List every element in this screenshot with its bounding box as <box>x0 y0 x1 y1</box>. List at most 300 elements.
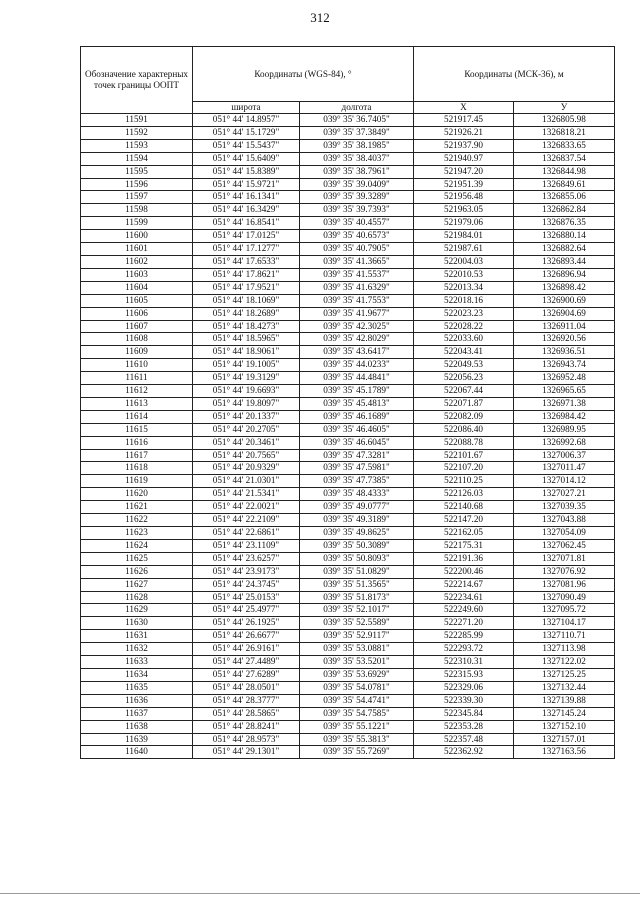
table-row <box>81 449 615 462</box>
cell-point-id: 11608 <box>81 333 193 346</box>
cell-y: 1327113.98 <box>514 643 615 656</box>
cell-longitude: 039° 35' 39.3289" <box>300 191 414 204</box>
cell-longitude: 039° 35' 41.5537" <box>300 268 414 281</box>
table-row <box>81 462 615 475</box>
cell-longitude: 039° 35' 52.9117" <box>300 630 414 643</box>
footer-divider <box>0 893 640 894</box>
table-row <box>81 385 615 398</box>
cell-point-id: 11591 <box>81 114 193 127</box>
cell-point-id: 11638 <box>81 720 193 733</box>
cell-x: 522023.23 <box>414 307 514 320</box>
cell-point-id: 11598 <box>81 204 193 217</box>
cell-latitude: 051° 44' 14.8957" <box>193 114 300 127</box>
cell-latitude: 051° 44' 19.8097" <box>193 397 300 410</box>
cell-point-id: 11602 <box>81 255 193 268</box>
cell-point-id: 11640 <box>81 746 193 759</box>
cell-longitude: 039° 35' 48.4333" <box>300 488 414 501</box>
cell-point-id: 11607 <box>81 320 193 333</box>
table-row <box>81 617 615 630</box>
cell-point-id: 11606 <box>81 307 193 320</box>
header-point-designation <box>81 47 193 114</box>
cell-latitude: 051° 44' 19.1005" <box>193 359 300 372</box>
table-row <box>81 372 615 385</box>
table-row <box>81 694 615 707</box>
table-body <box>81 114 615 759</box>
cell-longitude: 039° 35' 40.7905" <box>300 243 414 256</box>
cell-point-id: 11605 <box>81 294 193 307</box>
cell-x: 522214.67 <box>414 578 514 591</box>
cell-longitude: 039° 35' 40.4557" <box>300 217 414 230</box>
cell-x: 522293.72 <box>414 643 514 656</box>
cell-longitude: 039° 35' 54.7585" <box>300 707 414 720</box>
table-row <box>81 514 615 527</box>
cell-latitude: 051° 44' 17.9521" <box>193 281 300 294</box>
cell-longitude: 039° 35' 49.3189" <box>300 514 414 527</box>
header-latitude: широта <box>193 102 300 114</box>
table-row <box>81 720 615 733</box>
cell-y: 1327062.45 <box>514 539 615 552</box>
cell-longitude: 039° 35' 42.3025" <box>300 320 414 333</box>
cell-point-id: 11616 <box>81 436 193 449</box>
cell-x: 522028.22 <box>414 320 514 333</box>
cell-x: 522071.87 <box>414 397 514 410</box>
cell-y: 1326900.69 <box>514 294 615 307</box>
cell-point-id: 11593 <box>81 139 193 152</box>
table-row <box>81 681 615 694</box>
cell-latitude: 051° 44' 17.6533" <box>193 255 300 268</box>
cell-latitude: 051° 44' 22.2109" <box>193 514 300 527</box>
table-row <box>81 552 615 565</box>
cell-longitude: 039° 35' 52.1017" <box>300 604 414 617</box>
cell-y: 1326876.35 <box>514 217 615 230</box>
cell-point-id: 11603 <box>81 268 193 281</box>
cell-x: 522357.48 <box>414 733 514 746</box>
cell-latitude: 051° 44' 28.3777" <box>193 694 300 707</box>
cell-y: 1327081.96 <box>514 578 615 591</box>
cell-x: 521956.48 <box>414 191 514 204</box>
cell-longitude: 039° 35' 47.7385" <box>300 475 414 488</box>
cell-longitude: 039° 35' 53.0881" <box>300 643 414 656</box>
coordinates-table <box>80 46 615 759</box>
cell-longitude: 039° 35' 37.3849" <box>300 126 414 139</box>
table-row <box>81 255 615 268</box>
cell-longitude: 039° 35' 49.8625" <box>300 527 414 540</box>
cell-latitude: 051° 44' 27.6289" <box>193 668 300 681</box>
cell-longitude: 039° 35' 47.5981" <box>300 462 414 475</box>
cell-point-id: 11639 <box>81 733 193 746</box>
cell-longitude: 039° 35' 41.3665" <box>300 255 414 268</box>
cell-y: 1327014.12 <box>514 475 615 488</box>
cell-point-id: 11635 <box>81 681 193 694</box>
table-row <box>81 126 615 139</box>
cell-y: 1326893.44 <box>514 255 615 268</box>
cell-latitude: 051° 44' 23.6257" <box>193 552 300 565</box>
cell-x: 521917.45 <box>414 114 514 127</box>
cell-point-id: 11637 <box>81 707 193 720</box>
header-wgs84 <box>193 47 414 102</box>
cell-y: 1326849.61 <box>514 178 615 191</box>
cell-point-id: 11599 <box>81 217 193 230</box>
cell-y: 1326943.74 <box>514 359 615 372</box>
cell-longitude: 039° 35' 46.1689" <box>300 410 414 423</box>
cell-y: 1327054.09 <box>514 527 615 540</box>
cell-longitude: 039° 35' 45.4813" <box>300 397 414 410</box>
cell-point-id: 11614 <box>81 410 193 423</box>
cell-longitude: 039° 35' 51.3565" <box>300 578 414 591</box>
cell-longitude: 039° 35' 41.7553" <box>300 294 414 307</box>
cell-point-id: 11624 <box>81 539 193 552</box>
cell-latitude: 051° 44' 19.6693" <box>193 385 300 398</box>
cell-latitude: 051° 44' 16.3429" <box>193 204 300 217</box>
table-row <box>81 630 615 643</box>
cell-longitude: 039° 35' 54.4741" <box>300 694 414 707</box>
table-row <box>81 165 615 178</box>
cell-x: 521984.01 <box>414 230 514 243</box>
table-row <box>81 423 615 436</box>
cell-y: 1327139.88 <box>514 694 615 707</box>
cell-x: 522285.99 <box>414 630 514 643</box>
table-row <box>81 527 615 540</box>
cell-point-id: 11625 <box>81 552 193 565</box>
cell-x: 522339.30 <box>414 694 514 707</box>
cell-longitude: 039° 35' 43.6417" <box>300 346 414 359</box>
cell-longitude: 039° 35' 49.0777" <box>300 501 414 514</box>
cell-latitude: 051° 44' 15.6409" <box>193 152 300 165</box>
cell-y: 1327157.01 <box>514 733 615 746</box>
cell-x: 521940.97 <box>414 152 514 165</box>
table-row <box>81 565 615 578</box>
cell-point-id: 11631 <box>81 630 193 643</box>
cell-x: 522345.84 <box>414 707 514 720</box>
header-msk36 <box>414 47 615 102</box>
cell-x: 522018.16 <box>414 294 514 307</box>
cell-latitude: 051° 44' 20.1337" <box>193 410 300 423</box>
page-number: 312 <box>310 10 330 25</box>
cell-latitude: 051° 44' 26.9161" <box>193 643 300 656</box>
cell-y: 1326936.51 <box>514 346 615 359</box>
table-row <box>81 243 615 256</box>
cell-point-id: 11611 <box>81 372 193 385</box>
cell-x: 522086.40 <box>414 423 514 436</box>
cell-latitude: 051° 44' 23.1109" <box>193 539 300 552</box>
cell-y: 1326880.14 <box>514 230 615 243</box>
cell-y: 1326965.65 <box>514 385 615 398</box>
cell-point-id: 11622 <box>81 514 193 527</box>
cell-point-id: 11632 <box>81 643 193 656</box>
cell-y: 1326920.56 <box>514 333 615 346</box>
table-row <box>81 604 615 617</box>
table-row <box>81 591 615 604</box>
cell-x: 521963.05 <box>414 204 514 217</box>
cell-y: 1326862.84 <box>514 204 615 217</box>
cell-y: 1326805.98 <box>514 114 615 127</box>
cell-x: 522200.46 <box>414 565 514 578</box>
cell-x: 521987.61 <box>414 243 514 256</box>
cell-latitude: 051° 44' 26.1925" <box>193 617 300 630</box>
cell-x: 522162.05 <box>414 527 514 540</box>
cell-x: 522004.03 <box>414 255 514 268</box>
cell-x: 522043.41 <box>414 346 514 359</box>
cell-point-id: 11615 <box>81 423 193 436</box>
table-row <box>81 397 615 410</box>
cell-latitude: 051° 44' 16.8541" <box>193 217 300 230</box>
cell-longitude: 039° 35' 51.0829" <box>300 565 414 578</box>
cell-point-id: 11623 <box>81 527 193 540</box>
cell-x: 522033.60 <box>414 333 514 346</box>
cell-longitude: 039° 35' 39.7393" <box>300 204 414 217</box>
cell-y: 1326952.48 <box>514 372 615 385</box>
cell-longitude: 039° 35' 50.3089" <box>300 539 414 552</box>
header-wgs84-label: Координаты (WGS-84), ° <box>254 68 352 79</box>
cell-latitude: 051° 44' 29.1301" <box>193 746 300 759</box>
cell-longitude: 039° 35' 38.7961" <box>300 165 414 178</box>
cell-latitude: 051° 44' 26.6677" <box>193 630 300 643</box>
cell-latitude: 051° 44' 17.0125" <box>193 230 300 243</box>
cell-y: 1327071.81 <box>514 552 615 565</box>
cell-point-id: 11636 <box>81 694 193 707</box>
cell-point-id: 11612 <box>81 385 193 398</box>
cell-point-id: 11629 <box>81 604 193 617</box>
table-row <box>81 268 615 281</box>
cell-latitude: 051° 44' 15.8389" <box>193 165 300 178</box>
cell-latitude: 051° 44' 21.0301" <box>193 475 300 488</box>
header-longitude: долгота <box>300 102 414 114</box>
cell-latitude: 051° 44' 20.3461" <box>193 436 300 449</box>
table-row <box>81 320 615 333</box>
cell-point-id: 11595 <box>81 165 193 178</box>
cell-y: 1327132.44 <box>514 681 615 694</box>
cell-longitude: 039° 35' 53.5201" <box>300 656 414 669</box>
cell-y: 1326989.95 <box>514 423 615 436</box>
cell-y: 1326984.42 <box>514 410 615 423</box>
cell-y: 1326971.38 <box>514 397 615 410</box>
cell-y: 1327145.24 <box>514 707 615 720</box>
cell-x: 522234.61 <box>414 591 514 604</box>
table-row <box>81 307 615 320</box>
cell-y: 1327039.35 <box>514 501 615 514</box>
table-row <box>81 668 615 681</box>
cell-x: 522107.20 <box>414 462 514 475</box>
cell-point-id: 11597 <box>81 191 193 204</box>
cell-latitude: 051° 44' 25.4977" <box>193 604 300 617</box>
cell-point-id: 11610 <box>81 359 193 372</box>
cell-latitude: 051° 44' 21.5341" <box>193 488 300 501</box>
cell-latitude: 051° 44' 19.3129" <box>193 372 300 385</box>
cell-y: 1327095.72 <box>514 604 615 617</box>
cell-latitude: 051° 44' 16.1341" <box>193 191 300 204</box>
cell-latitude: 051° 44' 28.8241" <box>193 720 300 733</box>
cell-x: 522329.06 <box>414 681 514 694</box>
cell-x: 521947.20 <box>414 165 514 178</box>
cell-longitude: 039° 35' 45.1789" <box>300 385 414 398</box>
cell-x: 522140.68 <box>414 501 514 514</box>
header-point-designation-label: Обозначение характерных точек границы ООПТ <box>85 69 188 90</box>
cell-x: 522271.20 <box>414 617 514 630</box>
cell-point-id: 11594 <box>81 152 193 165</box>
table-row <box>81 643 615 656</box>
cell-x: 522249.60 <box>414 604 514 617</box>
cell-latitude: 051° 44' 18.1069" <box>193 294 300 307</box>
table-row <box>81 488 615 501</box>
cell-x: 522353.28 <box>414 720 514 733</box>
cell-y: 1326904.69 <box>514 307 615 320</box>
cell-x: 522110.25 <box>414 475 514 488</box>
table-row <box>81 539 615 552</box>
cell-longitude: 039° 35' 52.5589" <box>300 617 414 630</box>
cell-longitude: 039° 35' 55.1221" <box>300 720 414 733</box>
cell-x: 522067.44 <box>414 385 514 398</box>
cell-y: 1326898.42 <box>514 281 615 294</box>
cell-y: 1327122.02 <box>514 656 615 669</box>
table-row <box>81 436 615 449</box>
cell-x: 522088.78 <box>414 436 514 449</box>
cell-longitude: 039° 35' 38.1985" <box>300 139 414 152</box>
cell-latitude: 051° 44' 20.2705" <box>193 423 300 436</box>
cell-longitude: 039° 35' 44.4841" <box>300 372 414 385</box>
cell-y: 1327090.49 <box>514 591 615 604</box>
cell-latitude: 051° 44' 20.9329" <box>193 462 300 475</box>
cell-longitude: 039° 35' 41.6329" <box>300 281 414 294</box>
cell-point-id: 11630 <box>81 617 193 630</box>
cell-point-id: 11620 <box>81 488 193 501</box>
cell-point-id: 11592 <box>81 126 193 139</box>
table-row <box>81 333 615 346</box>
cell-latitude: 051° 44' 28.5865" <box>193 707 300 720</box>
cell-point-id: 11613 <box>81 397 193 410</box>
cell-latitude: 051° 44' 28.9573" <box>193 733 300 746</box>
cell-x: 522010.53 <box>414 268 514 281</box>
cell-y: 1326844.98 <box>514 165 615 178</box>
cell-y: 1326992.68 <box>514 436 615 449</box>
cell-point-id: 11634 <box>81 668 193 681</box>
cell-point-id: 11596 <box>81 178 193 191</box>
cell-y: 1327011.47 <box>514 462 615 475</box>
cell-latitude: 051° 44' 22.0021" <box>193 501 300 514</box>
table-row <box>81 346 615 359</box>
table-row <box>81 359 615 372</box>
cell-x: 522147.20 <box>414 514 514 527</box>
cell-y: 1327043.88 <box>514 514 615 527</box>
table-row <box>81 294 615 307</box>
cell-latitude: 051° 44' 18.2689" <box>193 307 300 320</box>
cell-longitude: 039° 35' 54.0781" <box>300 681 414 694</box>
cell-y: 1326911.04 <box>514 320 615 333</box>
table-row <box>81 204 615 217</box>
table-row <box>81 281 615 294</box>
cell-x: 522362.92 <box>414 746 514 759</box>
cell-longitude: 039° 35' 55.3813" <box>300 733 414 746</box>
cell-longitude: 039° 35' 50.8093" <box>300 552 414 565</box>
table-row <box>81 217 615 230</box>
table-row <box>81 114 615 127</box>
cell-x: 522101.67 <box>414 449 514 462</box>
cell-y: 1327125.25 <box>514 668 615 681</box>
cell-x: 522049.53 <box>414 359 514 372</box>
cell-point-id: 11604 <box>81 281 193 294</box>
cell-latitude: 051° 44' 25.0153" <box>193 591 300 604</box>
cell-x: 522082.09 <box>414 410 514 423</box>
table-row <box>81 578 615 591</box>
cell-point-id: 11609 <box>81 346 193 359</box>
table-row <box>81 152 615 165</box>
cell-y: 1327163.56 <box>514 746 615 759</box>
cell-latitude: 051° 44' 22.6861" <box>193 527 300 540</box>
cell-latitude: 051° 44' 15.1729" <box>193 126 300 139</box>
cell-x: 522315.93 <box>414 668 514 681</box>
cell-latitude: 051° 44' 24.3745" <box>193 578 300 591</box>
table-row <box>81 475 615 488</box>
cell-latitude: 051° 44' 17.8621" <box>193 268 300 281</box>
cell-point-id: 11633 <box>81 656 193 669</box>
cell-x: 522175.31 <box>414 539 514 552</box>
cell-y: 1327110.71 <box>514 630 615 643</box>
cell-longitude: 039° 35' 44.0233" <box>300 359 414 372</box>
table-row <box>81 410 615 423</box>
cell-x: 521937.90 <box>414 139 514 152</box>
cell-y: 1326818.21 <box>514 126 615 139</box>
cell-x: 522191.36 <box>414 552 514 565</box>
cell-longitude: 039° 35' 51.8173" <box>300 591 414 604</box>
table-row <box>81 746 615 759</box>
cell-point-id: 11627 <box>81 578 193 591</box>
cell-latitude: 051° 44' 18.9061" <box>193 346 300 359</box>
cell-latitude: 051° 44' 18.5965" <box>193 333 300 346</box>
cell-latitude: 051° 44' 17.1277" <box>193 243 300 256</box>
cell-longitude: 039° 35' 46.4605" <box>300 423 414 436</box>
cell-longitude: 039° 35' 36.7405" <box>300 114 414 127</box>
cell-x: 521926.21 <box>414 126 514 139</box>
cell-point-id: 11621 <box>81 501 193 514</box>
table-row <box>81 139 615 152</box>
cell-x: 522126.03 <box>414 488 514 501</box>
cell-y: 1327076.92 <box>514 565 615 578</box>
cell-longitude: 039° 35' 40.6573" <box>300 230 414 243</box>
table-row <box>81 656 615 669</box>
cell-x: 521951.39 <box>414 178 514 191</box>
table-row <box>81 707 615 720</box>
header-msk36-label: Координаты (МСК-36), м <box>464 68 564 79</box>
cell-point-id: 11618 <box>81 462 193 475</box>
cell-x: 521979.06 <box>414 217 514 230</box>
table-row <box>81 501 615 514</box>
cell-point-id: 11617 <box>81 449 193 462</box>
cell-y: 1326855.06 <box>514 191 615 204</box>
table-row <box>81 178 615 191</box>
cell-longitude: 039° 35' 53.6929" <box>300 668 414 681</box>
cell-point-id: 11628 <box>81 591 193 604</box>
cell-longitude: 039° 35' 46.6045" <box>300 436 414 449</box>
cell-latitude: 051° 44' 27.4489" <box>193 656 300 669</box>
cell-x: 522013.34 <box>414 281 514 294</box>
cell-longitude: 039° 35' 47.3281" <box>300 449 414 462</box>
cell-latitude: 051° 44' 28.0501" <box>193 681 300 694</box>
cell-point-id: 11626 <box>81 565 193 578</box>
header-y: У <box>514 102 615 114</box>
cell-x: 522056.23 <box>414 372 514 385</box>
cell-latitude: 051° 44' 20.7565" <box>193 449 300 462</box>
cell-y: 1326833.65 <box>514 139 615 152</box>
cell-point-id: 11601 <box>81 243 193 256</box>
header-x: X <box>414 102 514 114</box>
cell-longitude: 039° 35' 39.0409" <box>300 178 414 191</box>
cell-y: 1326882.64 <box>514 243 615 256</box>
cell-longitude: 039° 35' 55.7269" <box>300 746 414 759</box>
cell-latitude: 051° 44' 18.4273" <box>193 320 300 333</box>
cell-latitude: 051° 44' 15.5437" <box>193 139 300 152</box>
cell-longitude: 039° 35' 38.4037" <box>300 152 414 165</box>
table-row <box>81 733 615 746</box>
cell-longitude: 039° 35' 41.9677" <box>300 307 414 320</box>
